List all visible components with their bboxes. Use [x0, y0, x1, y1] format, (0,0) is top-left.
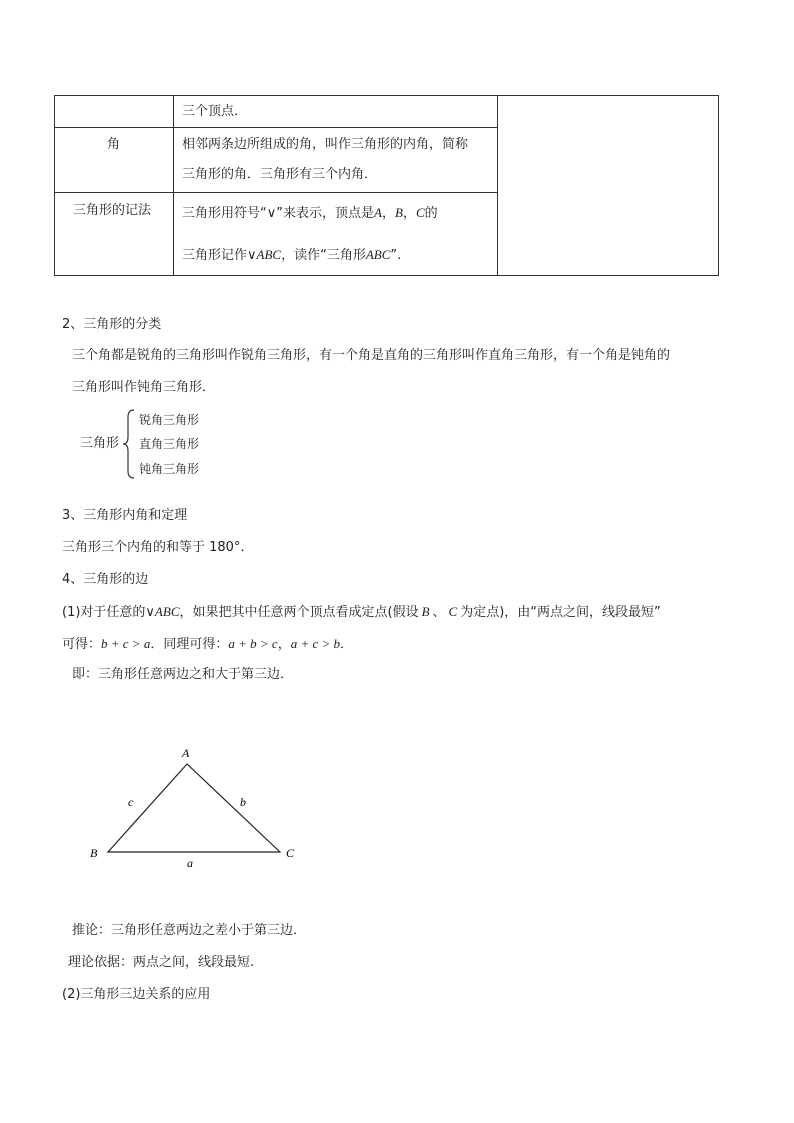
s4-l1-mid: ，如果把其中任意两个顶点看成定点(假设: [179, 605, 419, 620]
table-divider-row1: [55, 127, 498, 128]
s4-l1-symbol: ∨ABC: [145, 604, 180, 619]
notation-symbol: ∨: [266, 206, 277, 221]
table-cell-notation-def-line2: [182, 246, 401, 265]
classification-root: 三角形: [80, 436, 120, 451]
label-side-b: b: [240, 795, 246, 809]
classification-brace: [122, 409, 136, 479]
basis-text: 理论依据：两点之间，线段最短.: [68, 955, 255, 970]
s4-l2-mid: ．同理可得：: [150, 637, 229, 652]
s4-l1-pre: (1)对于任意的: [62, 605, 146, 620]
s4-l2-sep: ，: [277, 637, 291, 652]
label-vertex-a: A: [182, 746, 190, 760]
label-vertex-b: B: [90, 846, 98, 860]
section2-paragraph-line2: 三角形叫作钝角三角形．: [72, 380, 216, 395]
table-cell-notation-term: 三角形的记法: [73, 203, 152, 218]
s4-l2-pre: 可得：: [62, 637, 102, 652]
notation-text-post: 的: [424, 206, 438, 221]
classification-item-right: 直角三角形: [139, 437, 200, 451]
notation-comma1: ，: [381, 206, 395, 221]
s4-l2-expr3: a + c > b: [290, 636, 341, 651]
notation-comma2: ，: [402, 206, 416, 221]
s4-l1-c: C: [448, 604, 458, 619]
triangle-shape: [108, 764, 280, 852]
section2-heading: 2、三角形的分类: [62, 317, 162, 332]
section4-line3: 即：三角形任意两边之和大于第三边．: [72, 667, 294, 682]
notation-line2-abc: ABC: [365, 247, 391, 262]
section4-line2: [62, 635, 353, 654]
notation-line2-post: ”.: [390, 248, 402, 263]
subsection2-heading: (2)三角形三边关系的应用: [62, 987, 211, 1002]
notation-text-pre: 三角形用符号“: [182, 206, 267, 221]
table-cell-notation-def-line1: [182, 204, 438, 223]
vertex-b: B: [394, 205, 403, 220]
s4-l1-post: 为定点)，由“两点之间，线段最短”: [460, 605, 661, 620]
label-side-c: c: [128, 795, 134, 809]
corollary-text: 推论：三角形任意两边之差小于第三边．: [72, 923, 307, 938]
table-cell-angle-def-line1: 相邻两条边所组成的角，叫作三角形的内角，简称: [182, 137, 469, 152]
table-cell-angle-term: 角: [107, 137, 121, 152]
table-cell-angle-def-line2: 三角形的角．三角形有三个内角．: [182, 167, 378, 182]
vertex-c: C: [415, 205, 425, 220]
s4-l1-b: B: [421, 604, 430, 619]
notation-line2-mid: ，读作“三角形: [281, 248, 366, 263]
notation-line2-symbol: ∨ABC: [247, 247, 282, 262]
table-cell-row0-text: 三个顶点．: [182, 104, 248, 119]
section3-heading: 3、三角形内角和定理: [62, 508, 188, 523]
section4-heading: 4、三角形的边: [62, 572, 149, 587]
s4-l2-expr2: a + b > c: [228, 636, 278, 651]
section2-paragraph-line1: 三个角都是锐角的三角形叫作锐角三角形，有一个角是直角的三角形叫作直角三角形，有一个角是钝角的: [72, 348, 671, 363]
table-divider-row2: [55, 192, 498, 193]
label-vertex-c: C: [286, 846, 295, 860]
section4-line1: [62, 603, 661, 622]
s4-l2-expr1: b + c > a: [101, 636, 151, 651]
section3-text: 三角形三个内角的和等于 180°．: [62, 540, 254, 555]
table-divider-col2: [497, 96, 498, 275]
definition-table: [54, 95, 719, 276]
s4-l2-post: ．: [340, 637, 354, 652]
notation-text-mid: ”来表示，顶点是: [276, 206, 375, 221]
s4-l1-sep: 、: [432, 605, 446, 620]
vertex-a: A: [374, 205, 382, 220]
classification-item-obtuse: 钝角三角形: [139, 462, 200, 476]
triangle-figure: [80, 740, 310, 870]
classification-item-acute: 锐角三角形: [139, 413, 200, 427]
table-divider-col1: [173, 96, 174, 275]
notation-line2-pre: 三角形记作: [182, 248, 248, 263]
label-side-a: a: [187, 856, 193, 870]
